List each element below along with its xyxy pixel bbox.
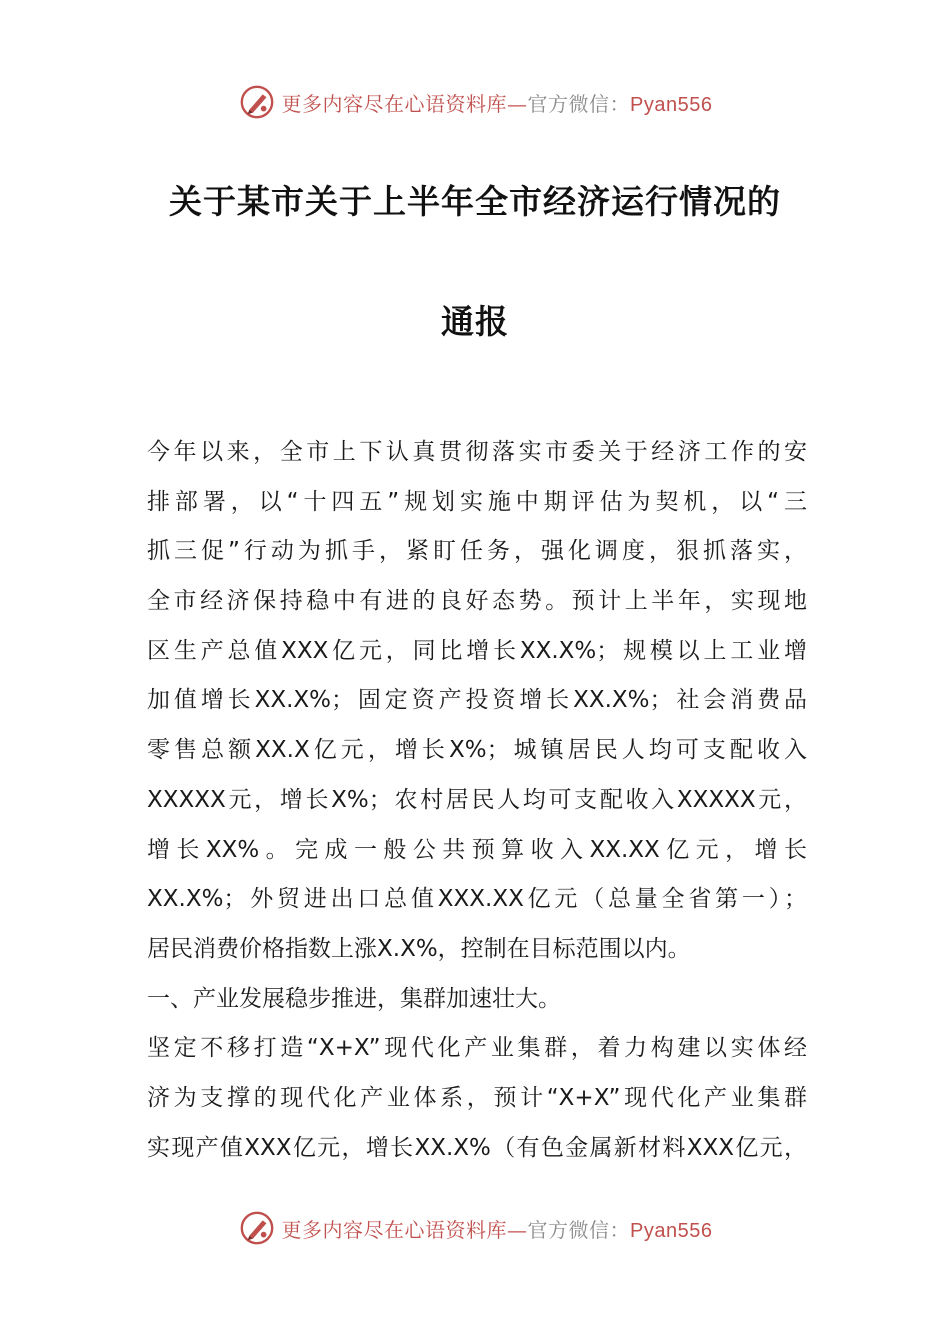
watermark-wechat-id: Pyan556	[630, 93, 713, 116]
body-line: 加值增长XX.X%；固定资产投资增长XX.X%；社会消费品	[147, 687, 807, 714]
body-line: 全市经济保持稳中有进的良好态势。预计上半年，实现地	[147, 588, 807, 615]
watermark-official: 官方微信：	[527, 1217, 631, 1242]
watermark-text	[282, 1214, 713, 1243]
document-body	[147, 428, 807, 1173]
body-line: 居民消费价格指数上涨X.X%，控制在目标范围以内。	[147, 935, 691, 962]
body-line: 区生产总值XXX亿元，同比增长XX.X%；规模以上工业增	[147, 637, 807, 664]
body-line: 零售总额XX.X亿元，增长X%；城镇居民人均可支配收入	[147, 737, 807, 764]
watermark-brand: 更多内容尽在心语资料库	[281, 1217, 508, 1242]
body-line: 实现产值XXX亿元，增长XX.X%（有色金属新材料XXX亿元，	[147, 1134, 807, 1161]
document-title-line-1: 关于某市关于上半年全市经济运行情况的	[169, 182, 781, 221]
watermark-dash: —	[507, 91, 528, 116]
watermark-wechat-id: Pyan556	[630, 1219, 713, 1242]
body-line: 抓三促”行动为抓手，紧盯任务，强化调度，狠抓落实，	[147, 538, 807, 565]
watermark-header	[0, 82, 950, 122]
body-line: 济为支撑的现代化产业体系，预计“X+X”现代化产业集群	[147, 1084, 807, 1111]
watermark-brand: 更多内容尽在心语资料库	[281, 91, 508, 116]
section-heading: 一、产业发展稳步推进，集群加速壮大。	[147, 985, 561, 1012]
body-line: 坚定不移打造“X+X”现代化产业集群，着力构建以实体经	[147, 1035, 807, 1062]
pen-logo-icon	[238, 83, 276, 121]
document-title-line-2: 通报	[441, 302, 509, 341]
body-line: 增长XX%。完成一般公共预算收入XX.XX亿元，增长	[147, 836, 807, 863]
body-line: 今年以来，全市上下认真贯彻落实市委关于经济工作的安	[147, 439, 807, 465]
body-line: XX.X%；外贸进出口总值XXX.XX亿元（总量全省第一）；	[147, 886, 807, 913]
body-line: XXXXX元，增长X%；农村居民人均可支配收入XXXXX元，	[147, 786, 807, 813]
watermark-dash: —	[507, 1217, 528, 1242]
pen-logo-icon	[238, 1209, 276, 1247]
watermark-text	[282, 88, 713, 117]
watermark-official: 官方微信：	[527, 91, 631, 116]
body-line: 排部署，以“十四五”规划实施中期评估为契机，以“三	[147, 488, 807, 515]
watermark-footer	[0, 1208, 950, 1248]
